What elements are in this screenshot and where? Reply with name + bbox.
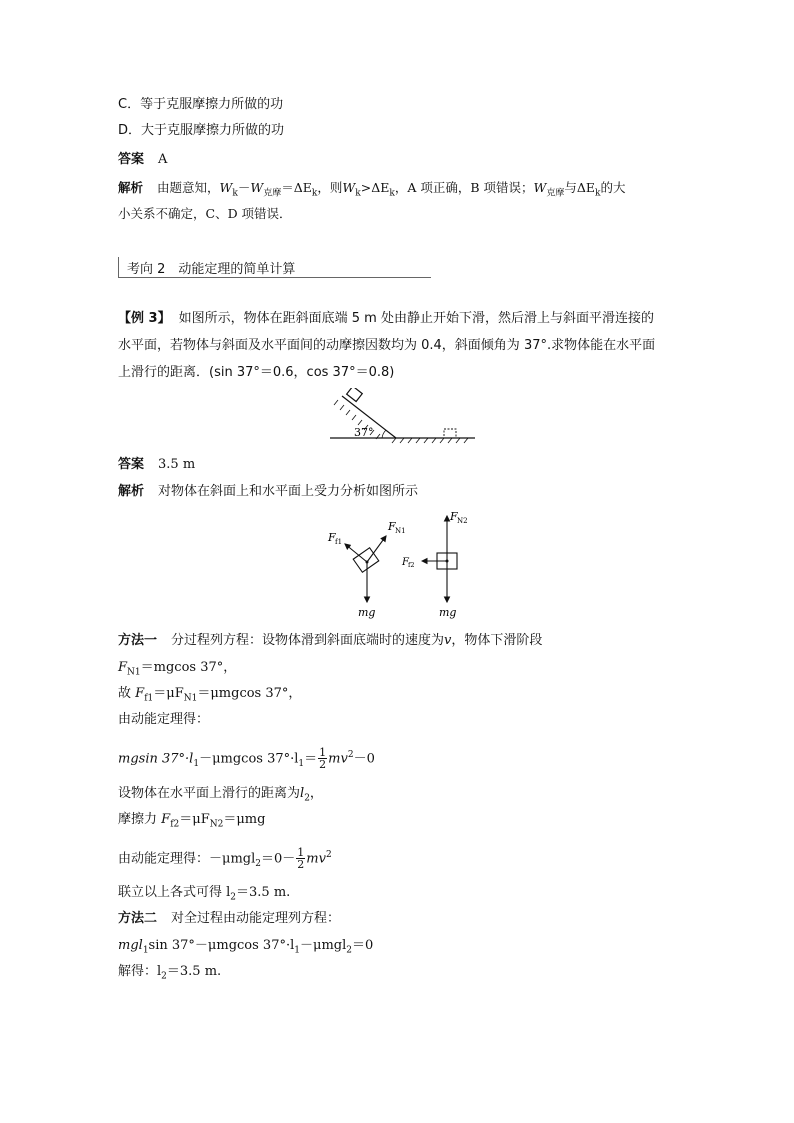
answer-row (118, 150, 167, 170)
frac-den: 2 (297, 858, 305, 872)
force-diagram (320, 508, 480, 620)
sub-2: 2 (255, 858, 261, 869)
method1-intro (118, 631, 542, 651)
subscript-k: k (311, 188, 318, 199)
text: mv (306, 851, 326, 867)
sub-n1: N1 (127, 667, 141, 678)
text: ， (309, 786, 323, 801)
sub-n2: N2 (209, 819, 224, 830)
analysis-text: 由题意知， (157, 180, 220, 195)
sub-2: 2 (304, 793, 310, 804)
example-tag-text: 例 3 (131, 311, 158, 326)
subscript-kefu: 克摩 (263, 188, 282, 199)
equation-text: －μmgcos 37°·l (199, 751, 299, 767)
example-line-1 (118, 309, 654, 329)
subscript-k: k (595, 188, 601, 199)
text: 解得：l (118, 964, 162, 979)
w-symbol: W (250, 180, 264, 195)
floor-body-forces (401, 510, 468, 619)
v-symbol: v (444, 633, 452, 648)
force-f-label: F (450, 510, 458, 523)
option-c: C．等于克服摩擦力所做的功 (118, 97, 284, 112)
equation-text: ＝ (304, 751, 318, 767)
analysis-row-2: 小关系不确定，C、D 项错误． (118, 206, 292, 221)
answer2-row (118, 455, 195, 475)
example-line-2: 水平面，若物体与斜面及水平面间的动摩擦因数均为 0.4，斜面倾角为 37°.求物体能在水平面 (118, 338, 656, 353)
force-n1-sub: N1 (395, 527, 406, 535)
angle-label: 37° (354, 426, 374, 439)
sup-2: 2 (347, 750, 354, 760)
equals-delta-e: ＝ΔE (281, 180, 312, 195)
method2-intro (118, 909, 340, 929)
kinetic-theorem-1: 由动能定理得： (118, 712, 210, 727)
answer-label: 答案 (118, 152, 145, 167)
incline-body-forces (327, 520, 406, 619)
kinetic-theorem-2 (118, 845, 332, 874)
text: 由动能定理得：－μmgl (118, 851, 256, 867)
text: 设物体在水平面上滑行的距离为 (118, 786, 301, 801)
sub-1: 1 (193, 758, 200, 769)
text: sin 37°－μmgcos 37°·l (148, 938, 295, 953)
text: ＝μF (179, 812, 210, 827)
half-fraction (318, 747, 327, 770)
force-f-label: F (402, 557, 409, 568)
equation-text: －0 (353, 751, 375, 767)
analysis-text: 与ΔE (564, 180, 596, 195)
equation-text: mgsin 37°·l (118, 751, 194, 767)
frac-num: 1 (297, 846, 305, 860)
equation-text: ＝mgcos 37°， (140, 660, 237, 675)
text: ＝3.5 m. (166, 964, 222, 979)
subscript-kefu: 克摩 (546, 188, 565, 199)
force-f1-sub: f1 (335, 538, 343, 546)
analysis-text: ，A 项正确，B 项错误； (394, 180, 534, 195)
subscript-k: k (389, 188, 395, 199)
friction-eq (118, 810, 265, 835)
mg-label: mg (439, 606, 457, 619)
sub-1: 1 (142, 945, 149, 956)
sub-1: 1 (298, 758, 305, 769)
sub-2: 2 (346, 945, 352, 956)
equation-ff1 (118, 684, 301, 709)
text: －μmgl (300, 938, 347, 953)
frac-num: 1 (319, 746, 327, 760)
text: ＝0－ (261, 851, 296, 867)
equation-whole (118, 936, 373, 961)
method-text: ，物体下滑阶段 (451, 633, 543, 648)
option-d: D．大于克服摩擦力所做的功 (118, 123, 285, 138)
sub-f1: f1 (144, 693, 154, 704)
mg-label: mg (358, 606, 376, 619)
w-symbol: W (533, 180, 547, 195)
method-text: 对全过程由动能定理列方程： (171, 911, 341, 926)
subscript-k: k (355, 188, 361, 199)
analysis-label: 解析 (118, 180, 144, 195)
force-n2-sub: N2 (457, 517, 468, 525)
method-label: 方法二 (118, 911, 158, 926)
sub-2: 2 (230, 892, 237, 903)
analysis-text: 的大 (600, 180, 626, 195)
sup-2: 2 (325, 850, 332, 860)
equation-text: ＝μF (153, 686, 184, 701)
equation-incline (118, 745, 375, 774)
method-text: 分过程列方程：设物体滑到斜面底端时的速度为 (171, 633, 445, 648)
subscript-k: k (232, 188, 238, 199)
force-f-label: F (328, 531, 336, 544)
force-f2-sub: f2 (408, 561, 415, 569)
text: 摩擦力 (118, 812, 158, 827)
force-f-label: F (388, 520, 396, 533)
combine-result (118, 883, 290, 908)
answer-value: 3.5 m (158, 457, 196, 472)
equation-text: 故 (118, 686, 132, 701)
analysis2-row (118, 482, 418, 502)
sub-n1: N1 (183, 693, 198, 704)
f-symbol: F (118, 660, 128, 675)
example-tag: 【例 3】 (118, 311, 171, 326)
text: 联立以上各式可得 l (118, 885, 231, 900)
example-line-3: 上滑行的距离．(sin 37°＝0.6，cos 37°＝0.8) (118, 365, 395, 380)
sub-1: 1 (294, 945, 300, 956)
f-symbol: F (161, 812, 171, 827)
sub-f2: f2 (170, 819, 180, 830)
solve-result (118, 962, 221, 987)
section-title: 考向 2 动能定理的简单计算 (127, 262, 296, 277)
analysis-row-1 (118, 178, 626, 204)
text: mgl (118, 938, 143, 953)
l-symbol: l (300, 786, 305, 801)
block-on-incline (347, 388, 363, 401)
block-on-floor (444, 429, 456, 438)
gt-delta-e: >ΔE (360, 180, 390, 195)
equation-text: ＝μmgcos 37°， (197, 686, 302, 701)
section-header (118, 257, 431, 278)
text: ＝μmg (223, 812, 266, 827)
analysis-text: 对物体在斜面上和水平面上受力分析如图所示 (158, 484, 419, 499)
w-symbol: W (219, 180, 233, 195)
half-fraction (296, 847, 305, 870)
text: ＝0 (352, 938, 374, 953)
analysis-label: 解析 (118, 484, 145, 499)
f-symbol: F (135, 686, 145, 701)
answer-label: 答案 (118, 457, 145, 472)
incline-figure (330, 388, 480, 444)
set-l2 (118, 784, 323, 809)
equation-text: mv (328, 751, 348, 767)
w-symbol: W (342, 180, 356, 195)
frac-den: 2 (319, 758, 327, 772)
example-text: 如图所示，物体在距斜面底端 5 m 处由静止开始下滑，然后滑上与斜面平滑连接的 (178, 311, 654, 326)
method-label: 方法一 (118, 633, 158, 648)
minus: － (237, 180, 251, 195)
analysis-text: ，则 (317, 180, 343, 195)
equation-fn1 (118, 658, 236, 683)
text: ＝3.5 m. (236, 885, 291, 900)
answer-value: A (158, 152, 168, 167)
sub-2: 2 (161, 971, 167, 982)
